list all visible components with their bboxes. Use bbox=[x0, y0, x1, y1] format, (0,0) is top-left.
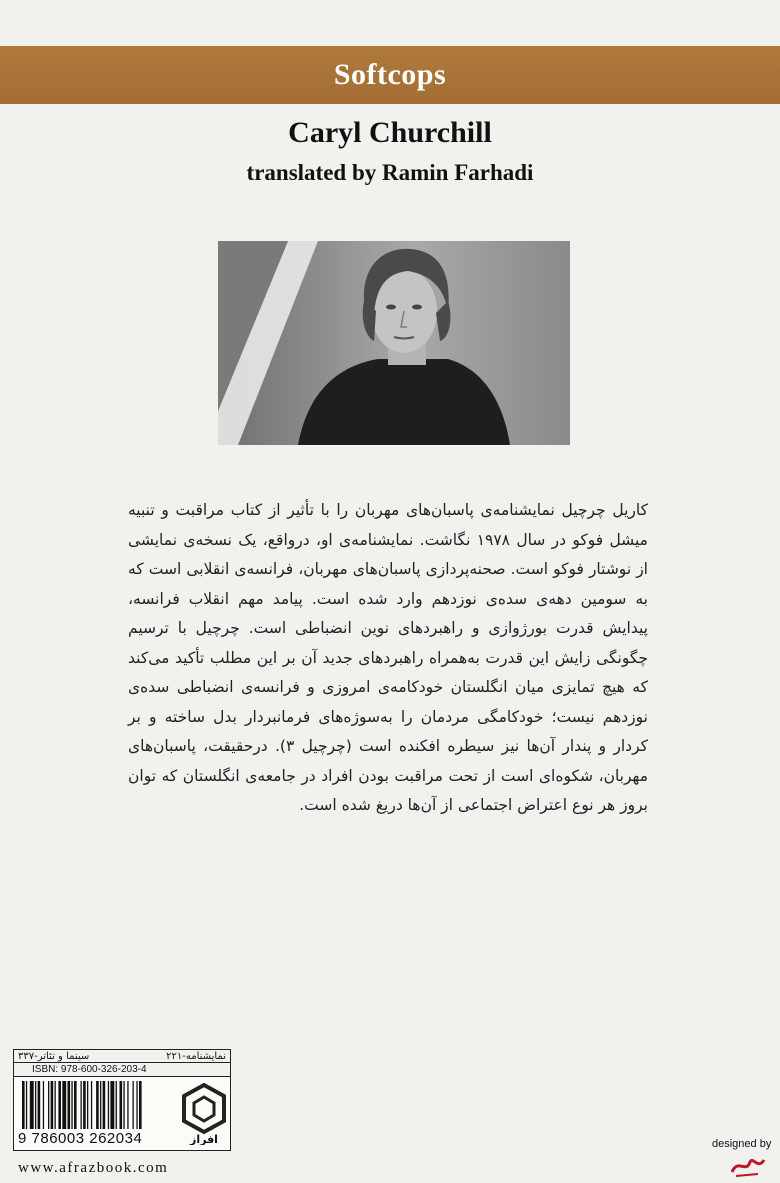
barcode-bar bbox=[87, 1081, 88, 1129]
barcode-bar bbox=[139, 1081, 142, 1129]
barcode-bar bbox=[62, 1081, 66, 1129]
author-name: Caryl Churchill bbox=[288, 116, 492, 149]
barcode-bar bbox=[127, 1081, 128, 1129]
barcode-bar bbox=[38, 1081, 41, 1129]
barcode-bar bbox=[133, 1081, 134, 1129]
barcode-bar bbox=[26, 1081, 27, 1129]
title-band bbox=[0, 46, 780, 104]
barcode-bar bbox=[43, 1081, 44, 1129]
series-left: سینما و تئاتر-۳۳۷ bbox=[18, 1050, 90, 1062]
barcode-bar bbox=[71, 1081, 72, 1129]
barcode-area bbox=[13, 1077, 231, 1151]
barcode-bar bbox=[51, 1081, 54, 1129]
barcode-bar bbox=[22, 1081, 25, 1129]
isbn-text: ISBN: 978-600-326-203-4 bbox=[13, 1063, 231, 1077]
translator-line: translated by Ramin Farhadi bbox=[246, 160, 534, 185]
barcode-number: 9 786003 262034 bbox=[18, 1130, 178, 1147]
publisher-logo-text: افراز bbox=[190, 1133, 218, 1145]
barcode-box bbox=[13, 1049, 231, 1169]
barcode-bar bbox=[58, 1081, 61, 1129]
barcode-bar bbox=[30, 1081, 34, 1129]
barcode-bar bbox=[35, 1081, 36, 1129]
barcode-bar bbox=[81, 1081, 82, 1129]
barcode-bar bbox=[96, 1081, 99, 1129]
barcode-bar bbox=[108, 1081, 109, 1129]
barcode-bar bbox=[55, 1081, 56, 1129]
barcode-bar bbox=[110, 1081, 114, 1129]
barcode-bars bbox=[22, 1081, 180, 1131]
designed-by-label: designed by bbox=[712, 1138, 772, 1150]
barcode-bar bbox=[74, 1081, 77, 1129]
website-url: www.afrazbook.com bbox=[18, 1160, 169, 1176]
barcode-bar bbox=[100, 1081, 101, 1129]
barcode-bar bbox=[136, 1081, 137, 1129]
book-title: Softcops bbox=[333, 58, 447, 91]
designer-signature-icon bbox=[728, 1152, 768, 1180]
series-right: نمایشنامه-۲۲۱ bbox=[166, 1050, 226, 1062]
publisher-logo-icon bbox=[182, 1083, 226, 1145]
barcode-bar bbox=[68, 1081, 71, 1129]
barcode-bar bbox=[103, 1081, 106, 1129]
author-photo bbox=[218, 241, 570, 445]
barcode-bar bbox=[120, 1081, 123, 1129]
barcode-bar bbox=[91, 1081, 92, 1129]
barcode-bar bbox=[83, 1081, 86, 1129]
barcode-bar bbox=[48, 1081, 49, 1129]
barcode-bar bbox=[123, 1081, 124, 1129]
blurb-paragraph: کاریل چرچیل نمایشنامه‌ی پاسبان‌های مهربان را با تأثیر از کتاب مراقبت و تنبیه میشل فوکو در سال ۱۹۷۸ نگاشت. نمایشنامه‌ی او، درواقع، یک نسخه‌ی نمایشی از نوشتار فوکو است. صحنه‌پردازی پاسبان‌های مهربان، فرانسه‌ی انقلابی است که به سومین دهه‌ی سده‌ی نوزدهم وارد شده است. پیامد مهم انقلاب فرانسه، پیدایش قدرت بورژوازی و راهبردهای نوین انضباطی است. چرچیل با ترسیم چگونگی زایش این قدرت به‌همراه راهبردهای جدید آن بر این مطلب تأکید می‌کند که هیچ تمایزی میان انگلستان خودکامه‌ی امروزی و فرانسه‌ی انضباطی سده‌ی نوزدهم نیست؛ خودکامگی مردمان را به‌سوژه‌های فرمانبردار بدل ساخته و بر کردار و پندار آن‌ها نیز سیطره افکنده است (چرچیل ۳). درحقیقت، پاسبان‌های مهربان، شکوه‌ای است از تحت مراقبت بودن افراد در جامعه‌ی انگلستان که توان بروز هر نوع اعتراض اجتماعی از آن‌ها دریغ شده است. bbox=[128, 501, 648, 814]
series-row bbox=[13, 1049, 231, 1063]
barcode-bar bbox=[116, 1081, 117, 1129]
